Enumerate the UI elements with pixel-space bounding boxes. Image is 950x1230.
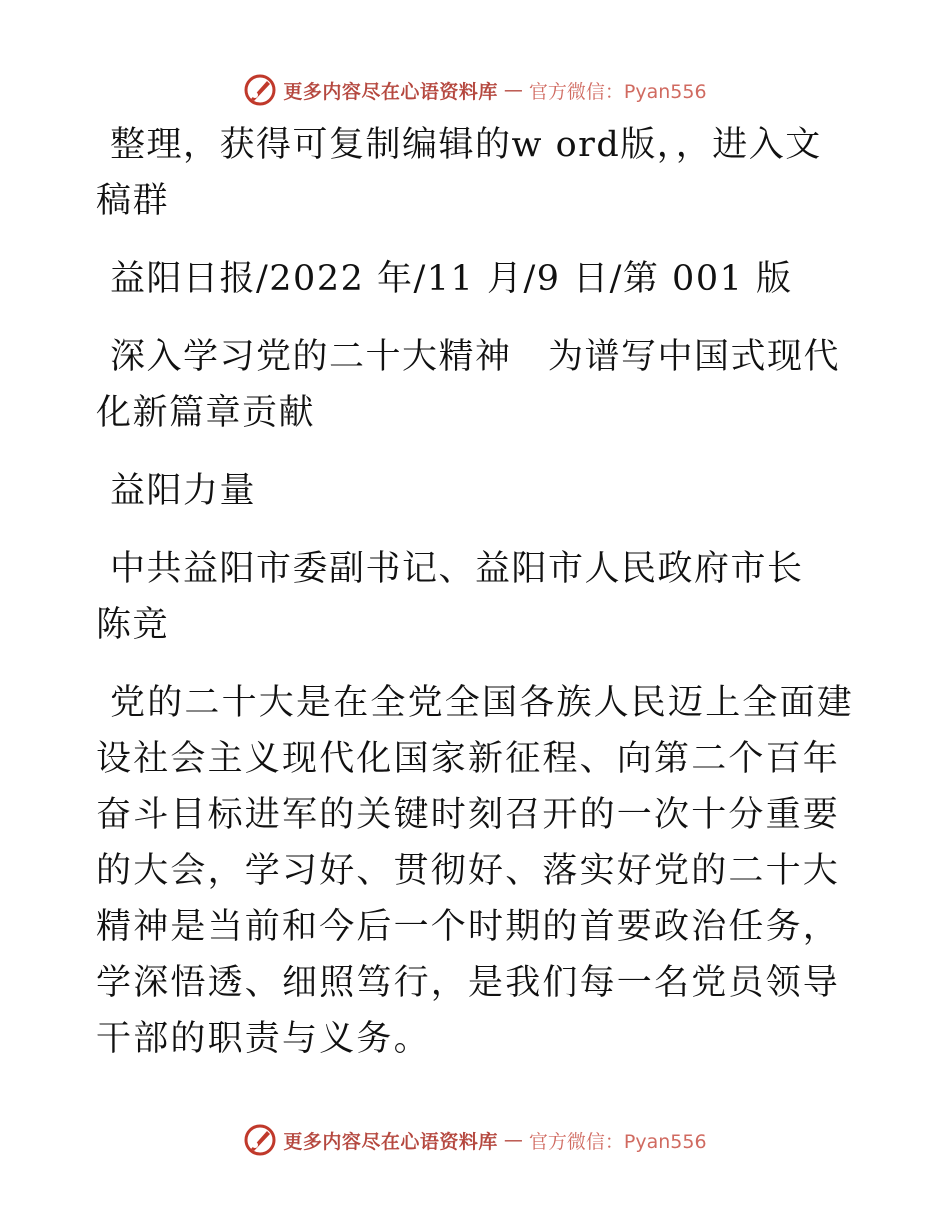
author-line: 中共益阳市委副书记、益阳市人民政府市长 陈竞 xyxy=(96,549,841,645)
article-title-continued: 益阳力量 xyxy=(110,471,257,511)
quill-seal-icon xyxy=(243,73,277,107)
banner-dash: — xyxy=(503,79,523,101)
footer-watermark-banner xyxy=(0,1120,950,1160)
body-paragraph: 党的二十大是在全党全国各族人民迈上全面建设社会主义现代化国家新征程、向第二个百年奋斗目标进军的关键时刻召开的一次十分重要的大会，学习好、贯彻好、落实好党的二十大精神是当前和今后一个时期的首要政治任务，学深悟透、细照笃行，是我们每一名党员领导干部的职责与义务。 xyxy=(96,683,855,1059)
article-title: 深入学习党的二十大精神 为谱写中国式现代化新篇章贡献 xyxy=(96,337,841,433)
banner-contact: 官方微信：Pyan556 xyxy=(528,1130,707,1153)
banner-slogan: 更多内容尽在心语资料库 xyxy=(283,1130,498,1153)
quill-seal-icon xyxy=(243,1123,277,1157)
header-watermark-banner xyxy=(0,70,950,110)
banner-dash: — xyxy=(503,1129,523,1151)
banner-slogan: 更多内容尽在心语资料库 xyxy=(283,80,498,103)
intro-note: 整理，获得可复制编辑的w ord版，，进入文稿群 xyxy=(96,125,822,221)
document-body xyxy=(96,117,856,1089)
publication-line: 益阳日报/2022 年/11 月/9 日/第 001 版 xyxy=(110,259,793,299)
banner-contact: 官方微信：Pyan556 xyxy=(528,80,707,103)
